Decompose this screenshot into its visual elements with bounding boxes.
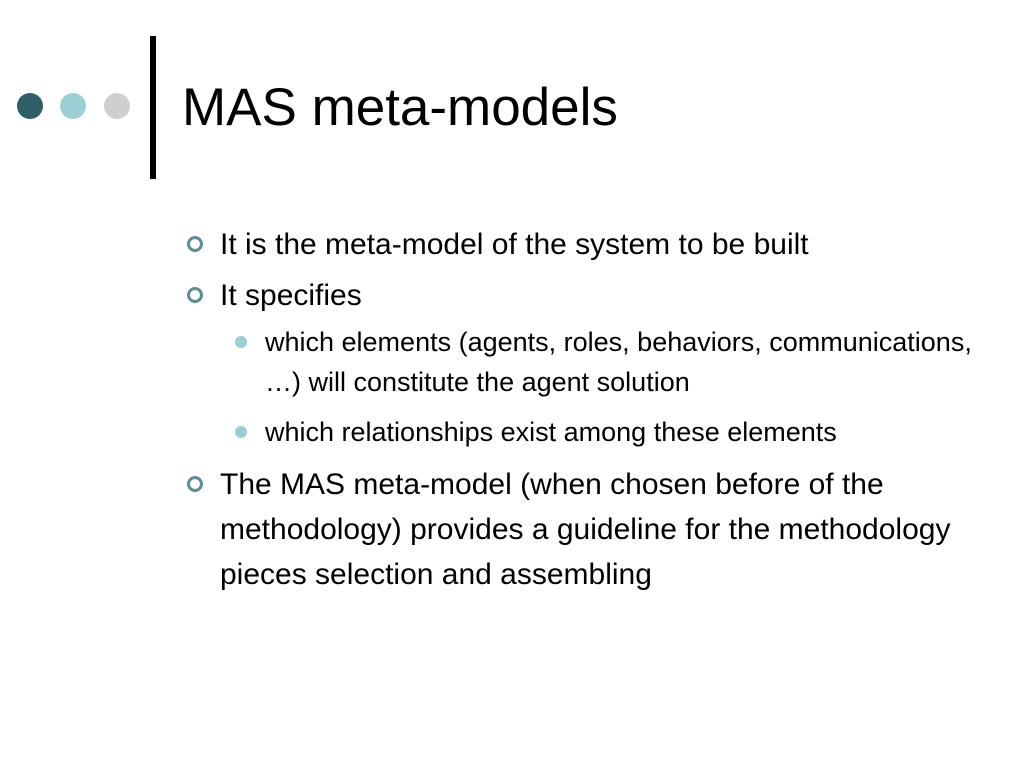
decorative-dot-dark: [17, 93, 43, 119]
dot-bullet-icon: [235, 336, 247, 348]
dot-bullet-icon: [235, 426, 247, 438]
ring-bullet-icon: [187, 476, 203, 492]
decorative-dot-teal: [60, 93, 86, 119]
bullet-text: It specifies: [220, 279, 362, 312]
bullet-item: [184, 222, 1004, 267]
sub-bullet-list: [184, 322, 1004, 452]
bullet-list: [184, 222, 1004, 607]
ring-bullet-icon: [187, 287, 203, 303]
bullet-text: The MAS meta-model (when chosen before of the methodology) provides a guideline for the methodology pieces selection and assembling: [220, 468, 951, 591]
bullet-item: [184, 462, 1004, 597]
sub-bullet-item: [230, 412, 1004, 452]
sub-bullet-text: which relationships exist among these elements: [265, 417, 837, 447]
title-divider: [150, 36, 156, 179]
bullet-text: It is the meta-model of the system to be built: [220, 228, 809, 261]
sub-bullet-text: which elements (agents, roles, behaviors, communications, …) will constitute the agent solution: [265, 327, 972, 397]
decorative-dot-gray: [104, 93, 130, 119]
ring-bullet-icon: [187, 236, 203, 252]
slide-title: MAS meta-models: [182, 78, 618, 137]
sub-bullet-item: [230, 322, 1004, 402]
bullet-item: [184, 273, 1004, 318]
